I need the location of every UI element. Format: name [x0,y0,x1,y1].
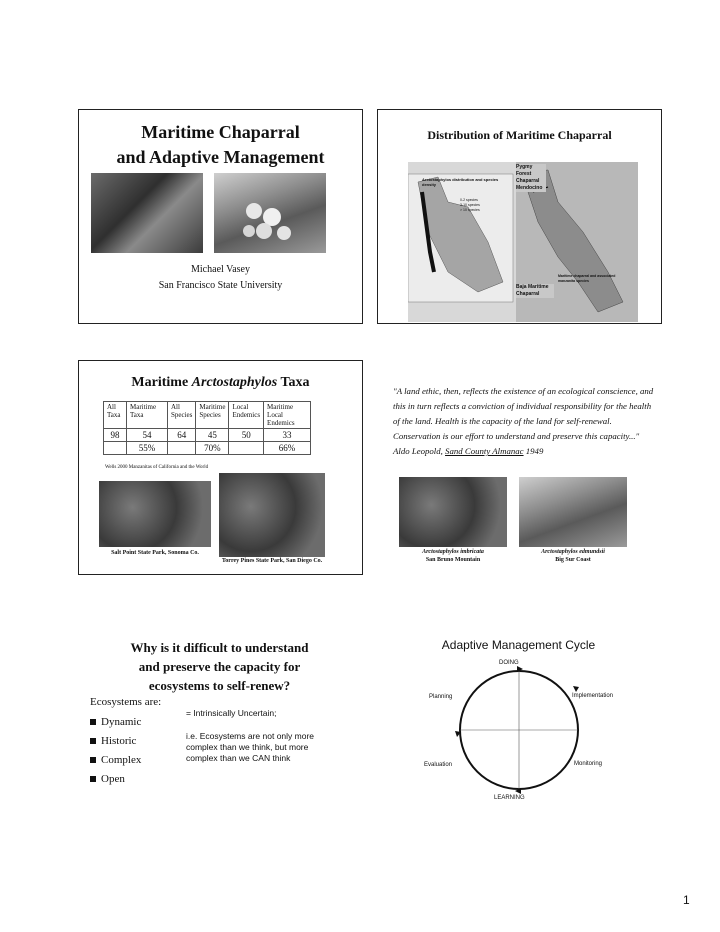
table-cell: 55% [127,442,168,455]
caption-torrey-pines: Torrey Pines State Park, San Diego Co. [221,558,323,564]
slide-3 [78,360,363,575]
label-planning: Planning [429,694,453,700]
header-cell: Local Endemics [229,402,264,429]
quote-year: 1949 [523,446,544,456]
header-cell: Maritime Local Endemics [264,402,311,429]
slide3-title-suffix: Taxa [277,375,310,390]
slide-6 [377,620,662,835]
table-cell: 66% [264,442,311,455]
leopold-quote [393,384,655,459]
table-row [104,429,311,442]
caption-right-species: Arctostaphylos edmundsii [541,549,605,555]
table-cell: 45 [196,429,229,442]
taxa-table [103,401,311,455]
page-number: 1 [683,893,690,907]
maritime-chaparral-label: Maritime chaparral and associated manzanita species [558,274,616,283]
list-item: Historic [90,732,141,751]
table-cell: 70% [196,442,229,455]
map-legend [460,198,480,213]
slide5-note1: = Intrinsically Uncertain; [186,708,277,718]
label-doing: DOING [499,660,519,666]
map-legend-title: Arctostaphylos distribution and species density [422,177,499,187]
slide-4 [377,360,662,575]
san-bruno-photo [399,477,507,547]
table-header-row [104,402,311,429]
slide-1 [78,109,363,324]
header-cell: All Taxa [104,402,127,429]
legend-item-1: 0-2 species [460,198,478,202]
label-monitoring: Monitoring [574,761,603,767]
bullet-icon [90,719,96,725]
baja-label: Baja Maritime Chaparral [516,284,554,298]
slide1-title-line1: Maritime Chaparral [141,122,300,142]
slide5-lead: Ecosystems are: [90,696,162,708]
slide1-title-line2: and Adaptive Management [116,147,325,167]
flowers-illustration [214,173,326,253]
caption-salt-point: Salt Point State Park, Sonoma Co. [111,550,199,556]
bullet-icon [90,776,96,782]
table-row [104,442,311,455]
slide1-author: Michael Vasey [191,264,250,275]
slide5-title-line2: and preserve the capacity for [138,659,301,674]
slide1-affiliation: San Francisco State University [158,280,283,291]
quote-text: "A land ethic, then, reflects the existence of an ecological conscience, and this in turn reflects a conviction of individual responsibility for the health of the land. Health is the capacity of the land for self-renewal. Conservation is our effort to understand and preserve this capacity..." Aldo Leopold, [393,386,654,456]
label-evaluation: Evaluation [424,762,453,768]
slide-2 [377,109,662,324]
table-cell: 98 [104,429,127,442]
header-cell: All Species [168,402,196,429]
table-source: Wells 2000 Manzanitas of California and the World [105,465,209,470]
slide3-title-italic: Arctostaphylos [191,375,278,390]
table-cell: 64 [168,429,196,442]
table-cell: 50 [229,429,264,442]
salt-point-photo [99,481,211,547]
slide5-title-line3: ecosystems to self-renew? [148,678,291,693]
legend-item-3: > 10 species [460,208,480,212]
torrey-pines-photo [219,473,325,557]
caption-right-place: Big Sur Coast [555,557,591,563]
list-item: Open [90,770,141,789]
table-cell [104,442,127,455]
oak-woodland-photo [91,173,203,253]
slide2-title: Distribution of Maritime Chaparral [427,128,612,142]
caption-left-place: San Bruno Mountain [425,557,481,563]
bullet-icon [90,738,96,744]
manzanita-flowers-photo [214,173,326,253]
slide6-title: Adaptive Management Cycle [441,638,596,652]
quote-book: Sand County Almanac [445,446,524,456]
cycle-diagram [377,620,662,835]
slide-5 [78,620,363,835]
bullet-list [90,713,141,789]
table-cell [168,442,196,455]
table-cell: 54 [127,429,168,442]
slide3-title-prefix: Maritime [131,375,192,390]
slide5-note2: i.e. Ecosystems are not only more complex than we think, but more complex than we CAN think [186,731,315,763]
header-cell: Maritime Species [196,402,229,429]
slide5-title-line1: Why is it difficult to understand [130,640,309,655]
slide3-title [79,375,362,391]
list-item: Dynamic [90,713,141,732]
header-cell: Maritime Taxa [127,402,168,429]
caption-left-species: Arctostaphylos imbricata [422,549,484,555]
legend-item-2: 3-10 species [460,203,480,207]
pygmy-forest-label: Pygmy Forest Chaparral Mendocino [516,164,546,192]
bullet-icon [90,757,96,763]
distribution-map [408,162,638,322]
label-implementation: Implementation [572,693,614,699]
list-item: Complex [90,751,141,770]
table-cell [229,442,264,455]
big-sur-photo [519,477,627,547]
label-learning: LEARNING [494,795,525,801]
table-cell: 33 [264,429,311,442]
